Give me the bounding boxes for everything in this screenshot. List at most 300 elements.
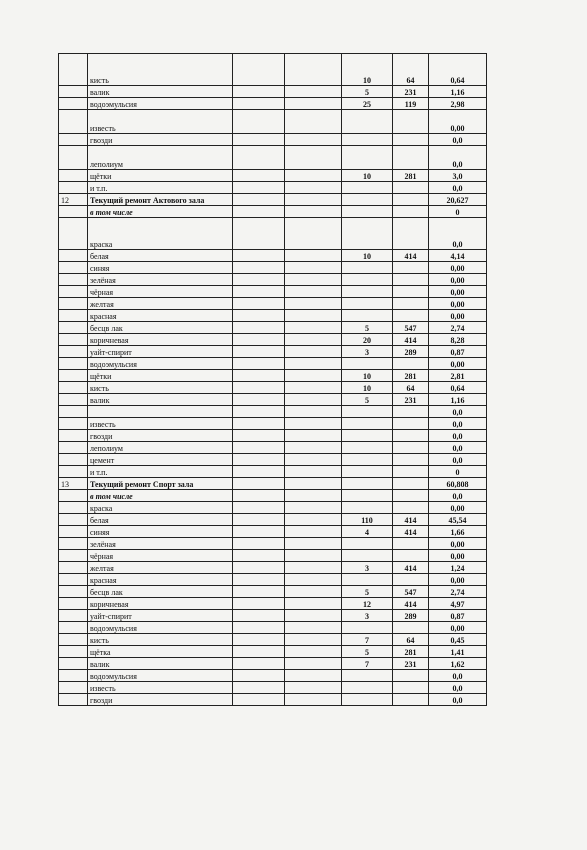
empty-cell [233,274,285,286]
unit-price [393,622,429,634]
row-number [59,182,88,194]
row-number [59,358,88,370]
row-number [59,346,88,358]
empty-cell [233,598,285,610]
item-name: цемент [88,454,233,466]
quantity [342,538,393,550]
row-number [59,206,88,218]
quantity [342,574,393,586]
empty-cell [285,598,342,610]
quantity: 5 [342,322,393,334]
item-name: и т.п. [88,466,233,478]
quantity: 5 [342,394,393,406]
item-name: синяя [88,526,233,538]
unit-price [393,146,429,170]
sum: 60,808 [429,478,487,490]
item-name: синяя [88,262,233,274]
sum: 0,0 [429,490,487,502]
sum: 0,00 [429,502,487,514]
empty-cell [233,550,285,562]
row-number [59,526,88,538]
sum: 2,81 [429,370,487,382]
item-name: водоэмульсия [88,358,233,370]
quantity: 20 [342,334,393,346]
item-name: красная [88,310,233,322]
table-row [59,394,487,406]
sum: 0,87 [429,610,487,622]
empty-cell [285,334,342,346]
empty-cell [233,658,285,670]
table-row [59,646,487,658]
unit-price [393,358,429,370]
empty-cell [233,206,285,218]
unit-price [393,682,429,694]
quantity [342,358,393,370]
table-row [59,658,487,670]
empty-cell [285,182,342,194]
sum: 0,0 [429,682,487,694]
table-row [59,418,487,430]
empty-cell [285,394,342,406]
empty-cell [285,274,342,286]
sum: 0,87 [429,346,487,358]
empty-cell [285,134,342,146]
quantity: 110 [342,514,393,526]
sum: 0,00 [429,298,487,310]
unit-price [393,490,429,502]
quantity: 4 [342,526,393,538]
empty-cell [233,694,285,706]
row-number: 12 [59,194,88,206]
empty-cell [233,382,285,394]
item-name: чёрная [88,550,233,562]
quantity: 10 [342,54,393,86]
sum: 0,64 [429,382,487,394]
quantity: 7 [342,634,393,646]
empty-cell [285,610,342,622]
quantity [342,418,393,430]
item-name [88,406,233,418]
empty-cell [285,586,342,598]
unit-price [393,478,429,490]
sum: 0,0 [429,694,487,706]
quantity [342,218,393,250]
row-number [59,694,88,706]
row-number [59,550,88,562]
quantity [342,622,393,634]
empty-cell [233,442,285,454]
empty-cell [285,418,342,430]
empty-cell [285,574,342,586]
row-number [59,86,88,98]
item-name: зелёная [88,274,233,286]
unit-price: 414 [393,526,429,538]
sum: 1,41 [429,646,487,658]
unit-price [393,502,429,514]
table-row [59,110,487,134]
empty-cell [233,502,285,514]
empty-cell [285,490,342,502]
sum: 0,0 [429,454,487,466]
table-row [59,194,487,206]
item-name: леполиум [88,442,233,454]
item-name: гвозди [88,430,233,442]
empty-cell [233,490,285,502]
quantity [342,466,393,478]
empty-cell [285,322,342,334]
sum: 45,54 [429,514,487,526]
quantity [342,206,393,218]
table-row [59,526,487,538]
row-number [59,586,88,598]
item-name: щётки [88,370,233,382]
item-name: гвозди [88,694,233,706]
empty-cell [233,358,285,370]
unit-price: 547 [393,322,429,334]
item-name: Текущий ремонт Спорт зала [88,478,233,490]
item-name: краска [88,218,233,250]
empty-cell [233,430,285,442]
table-row [59,406,487,418]
empty-cell [285,110,342,134]
empty-cell [285,298,342,310]
empty-cell [285,406,342,418]
sum: 0,0 [429,218,487,250]
empty-cell [233,110,285,134]
unit-price [393,286,429,298]
item-name: в том числе [88,206,233,218]
quantity: 12 [342,598,393,610]
empty-cell [285,310,342,322]
item-name: в том числе [88,490,233,502]
item-name: белая [88,250,233,262]
table-row [59,514,487,526]
row-number [59,98,88,110]
item-name: уайт-спирит [88,346,233,358]
row-number [59,394,88,406]
empty-cell [233,54,285,86]
empty-cell [233,646,285,658]
item-name: бесцв лак [88,586,233,598]
item-name: бесцв лак [88,322,233,334]
row-number [59,146,88,170]
empty-cell [233,346,285,358]
empty-cell [233,322,285,334]
empty-cell [233,182,285,194]
sum: 0,0 [429,442,487,454]
sum: 2,74 [429,586,487,598]
table-row [59,586,487,598]
empty-cell [233,286,285,298]
unit-price: 414 [393,250,429,262]
table-row [59,170,487,182]
table-row [59,574,487,586]
empty-cell [233,610,285,622]
item-name: леполиум [88,146,233,170]
item-name: зелёная [88,538,233,550]
quantity [342,430,393,442]
unit-price [393,274,429,286]
table-row [59,682,487,694]
quantity: 10 [342,250,393,262]
unit-price [393,134,429,146]
sum: 2,98 [429,98,487,110]
unit-price [393,694,429,706]
empty-cell [233,394,285,406]
empty-cell [233,574,285,586]
sum: 0,0 [429,182,487,194]
unit-price: 281 [393,170,429,182]
row-number [59,682,88,694]
item-name: известь [88,110,233,134]
unit-price [393,550,429,562]
empty-cell [285,526,342,538]
row-number [59,250,88,262]
quantity [342,454,393,466]
empty-cell [233,370,285,382]
sum: 20,627 [429,194,487,206]
item-name: валик [88,658,233,670]
table-row [59,134,487,146]
unit-price: 64 [393,382,429,394]
row-number [59,286,88,298]
row-number [59,502,88,514]
row-number [59,310,88,322]
empty-cell [285,194,342,206]
item-name: краска [88,502,233,514]
sum: 0,00 [429,286,487,298]
table-row [59,430,487,442]
item-name: желтая [88,562,233,574]
row-number [59,54,88,86]
empty-cell [233,586,285,598]
row-number [59,298,88,310]
quantity [342,274,393,286]
empty-cell [285,286,342,298]
empty-cell [285,694,342,706]
unit-price [393,466,429,478]
row-number [59,218,88,250]
sum: 0,00 [429,538,487,550]
item-name: коричневая [88,334,233,346]
empty-cell [285,382,342,394]
table-row [59,370,487,382]
sum: 2,74 [429,322,487,334]
empty-cell [233,146,285,170]
quantity: 10 [342,382,393,394]
unit-price: 119 [393,98,429,110]
sum: 0,00 [429,110,487,134]
empty-cell [233,310,285,322]
quantity: 3 [342,562,393,574]
table-row [59,206,487,218]
empty-cell [233,218,285,250]
unit-price: 281 [393,646,429,658]
row-number [59,514,88,526]
empty-cell [285,562,342,574]
row-number [59,490,88,502]
empty-cell [285,466,342,478]
sum: 0,00 [429,622,487,634]
empty-cell [233,682,285,694]
unit-price [393,670,429,682]
sum: 0,00 [429,550,487,562]
unit-price: 289 [393,610,429,622]
empty-cell [233,526,285,538]
unit-price: 231 [393,394,429,406]
unit-price [393,298,429,310]
quantity [342,310,393,322]
quantity: 5 [342,86,393,98]
unit-price: 547 [393,586,429,598]
quantity [342,286,393,298]
row-number [59,454,88,466]
unit-price: 414 [393,334,429,346]
quantity [342,406,393,418]
empty-cell [285,98,342,110]
sum: 0,0 [429,418,487,430]
table-row [59,358,487,370]
sum: 0,00 [429,574,487,586]
empty-cell [233,562,285,574]
empty-cell [285,346,342,358]
unit-price: 281 [393,370,429,382]
unit-price [393,418,429,430]
empty-cell [233,86,285,98]
quantity [342,134,393,146]
table-row [59,634,487,646]
unit-price: 414 [393,598,429,610]
quantity: 5 [342,586,393,598]
table-row [59,502,487,514]
item-name: водоэмульсия [88,670,233,682]
quantity: 5 [342,646,393,658]
table-row [59,346,487,358]
unit-price: 231 [393,658,429,670]
sum: 0,00 [429,310,487,322]
unit-price: 414 [393,562,429,574]
empty-cell [285,442,342,454]
item-name: уайт-спирит [88,610,233,622]
quantity: 10 [342,370,393,382]
row-number [59,574,88,586]
empty-cell [285,670,342,682]
empty-cell [285,682,342,694]
empty-cell [233,514,285,526]
quantity [342,478,393,490]
table-row [59,598,487,610]
table-row [59,146,487,170]
quantity [342,442,393,454]
unit-price [393,218,429,250]
empty-cell [233,134,285,146]
table-row [59,562,487,574]
row-number [59,382,88,394]
item-name: валик [88,86,233,98]
table-row [59,262,487,274]
row-number [59,370,88,382]
item-name: коричневая [88,598,233,610]
empty-cell [285,54,342,86]
table-row [59,466,487,478]
table-row [59,250,487,262]
quantity [342,502,393,514]
table-row [59,274,487,286]
item-name: водоэмульсия [88,98,233,110]
empty-cell [285,478,342,490]
table-row [59,454,487,466]
row-number [59,406,88,418]
row-number [59,430,88,442]
item-name: желтая [88,298,233,310]
empty-cell [285,646,342,658]
empty-cell [233,478,285,490]
sum: 3,0 [429,170,487,182]
row-number [59,562,88,574]
table-row [59,490,487,502]
table-row [59,98,487,110]
empty-cell [233,262,285,274]
item-name: кисть [88,382,233,394]
row-number [59,170,88,182]
unit-price: 414 [393,514,429,526]
table-row [59,322,487,334]
sum: 0,0 [429,134,487,146]
empty-cell [285,538,342,550]
item-name: валик [88,394,233,406]
item-name: кисть [88,634,233,646]
row-number [59,442,88,454]
quantity [342,194,393,206]
empty-cell [285,370,342,382]
empty-cell [285,146,342,170]
unit-price: 64 [393,634,429,646]
quantity [342,182,393,194]
table-row [59,334,487,346]
empty-cell [233,334,285,346]
row-number [59,418,88,430]
quantity: 3 [342,346,393,358]
row-number [59,610,88,622]
empty-cell [233,466,285,478]
sum: 1,24 [429,562,487,574]
table-row [59,182,487,194]
item-name: щётки [88,170,233,182]
row-number [59,646,88,658]
sum: 1,16 [429,394,487,406]
sum: 8,28 [429,334,487,346]
table-row [59,286,487,298]
empty-cell [285,430,342,442]
sum: 0,0 [429,670,487,682]
quantity [342,490,393,502]
sum: 1,62 [429,658,487,670]
sum: 0,0 [429,430,487,442]
table-row [59,622,487,634]
empty-cell [285,358,342,370]
empty-cell [233,418,285,430]
empty-cell [285,550,342,562]
item-name: известь [88,418,233,430]
quantity [342,110,393,134]
quantity: 7 [342,658,393,670]
sum: 0 [429,466,487,478]
row-number [59,334,88,346]
table-row [59,86,487,98]
table-row [59,298,487,310]
item-name: известь [88,682,233,694]
unit-price [393,194,429,206]
